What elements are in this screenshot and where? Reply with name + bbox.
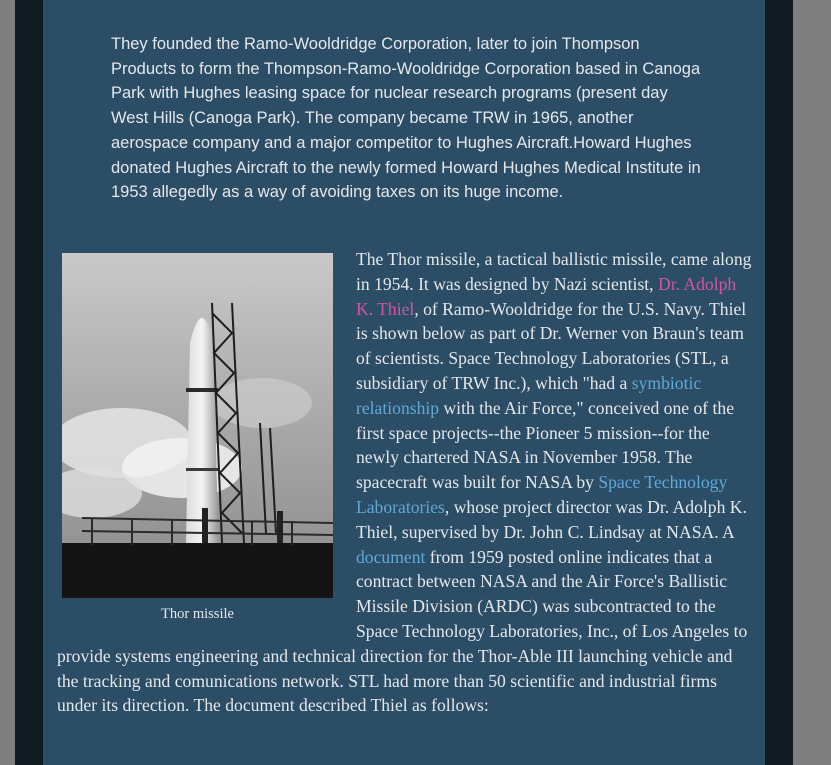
article-text-2: , of Ramo-Wooldridge for the U.S. Navy. Thiel is shown below as part of Dr. Werner von Braun's team of scientists. Space Technology Laboratories (STL, a subsidiary of TRW Inc.), which "had a bbox=[356, 298, 747, 393]
article-text-5: from 1959 posted online indicates that a contract between NASA and the Air Force's Ballistic Missile Division (ARDC) was subcontracted to the Space Technology Laboratories, Inc., of Los Angeles to provide systems engineering and technical direction for the Thor-Able III launching vehicle and the tracking and comunications network. STL had more than 50 scientific and industrial firms under its direction. The document described Thiel as follows: bbox=[57, 546, 748, 716]
symbiotic-relationship-link[interactable]: symbiotic relationship bbox=[356, 372, 702, 418]
article-text-3: with the Air Force," conceived one of the first space projects--the Pioneer 5 mission--for the newly chartered NASA in November 1958. The spacecraft was built for NASA by bbox=[356, 397, 735, 493]
space-technology-laboratories-link[interactable]: Space Technology Laboratories bbox=[356, 472, 728, 517]
article-content bbox=[43, 0, 765, 765]
article-body bbox=[57, 247, 757, 718]
figure-caption: Thor missile bbox=[161, 606, 234, 622]
quoted-passage: They founded the Ramo-Wooldridge Corporation, later to join Thompson Products to form the Thompson-Ramo-Wooldridge Corporation based in Canoga Park with Hughes leasing space for nuclear research programs (present day West Hills (Canoga Park). The company became TRW in 1965, another aerospace company and a major competitor to Hughes Aircraft.Howard Hughes donated Hughes Aircraft to the newly formed Howard Hughes Medical Institute in 1953 allegedly as a way of avoiding taxes on its huge income. bbox=[111, 35, 701, 202]
thiel-link[interactable]: Dr. Adolph K. Thiel bbox=[356, 273, 737, 319]
article-text-4: , whose project director was Dr. Adolph K. Thiel, supervised by Dr. John C. Lindsay at NASA. A bbox=[356, 496, 747, 542]
document-link[interactable]: document bbox=[356, 546, 426, 567]
figure-float-spacer bbox=[57, 247, 356, 637]
article-text-1: The Thor missile, a tactical ballistic missile, came along in 1954. It was designed by Nazi scientist, bbox=[356, 249, 752, 294]
